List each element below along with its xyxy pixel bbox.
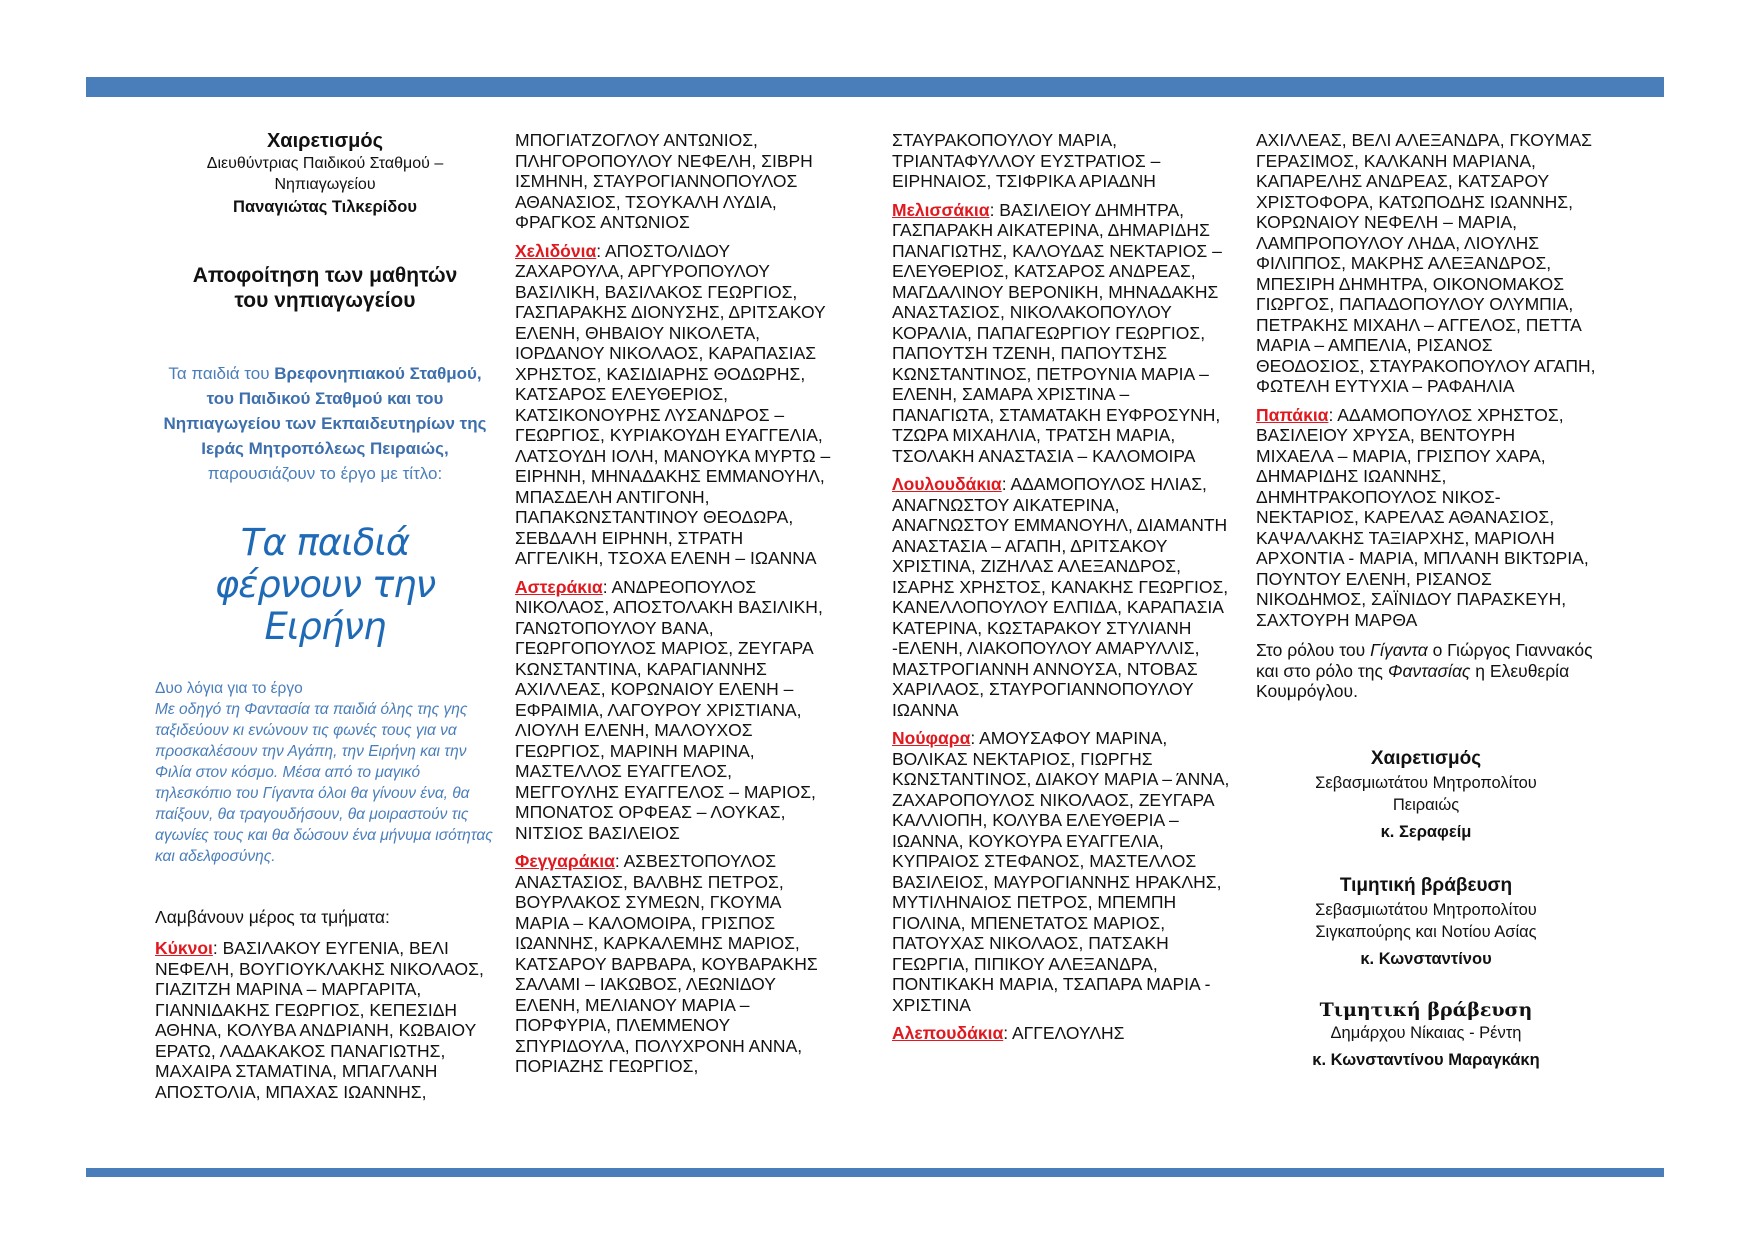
honorary-award-1 xyxy=(1256,873,1596,972)
greeting-title: Χαιρετισμός xyxy=(266,130,384,152)
group-name: Παπάκια xyxy=(1256,404,1329,425)
about-text: Με οδηγό τη Φαντασία τα παιδιά όλης της γης ταξιδεύουν κι ενώνουν τις φωνές τους για να προσκαλέσουν την Αγάπη, την Ειρήνη και την Φιλία στον κόσμο. Μέσα από το μαγικό τηλεσκόπιο του Γίγαντα όλοι θα γίνουν ένα, θα παίξουν, θα τραγουδήσουν, θα μοιραστούν τις αγωνίες τους και θα δώσουν ένα μήνυμα ισότητας και αδελφοσύνης. xyxy=(155,701,493,865)
group-alepoudakia xyxy=(892,1023,1232,1044)
roles-part: η Ελευθερία Κουμρόγλου. xyxy=(1256,660,1570,701)
graduation-title xyxy=(155,263,495,313)
graduation-title-line2: του νηπιαγωγείου xyxy=(234,289,416,312)
presentation-post: παρουσιάζουν το έργο με τίτλο: xyxy=(207,464,443,483)
column-2 xyxy=(515,130,835,1077)
group-name: Φεγγαράκια xyxy=(515,851,615,871)
greeting-role-line1: Διευθύντριας Παιδικού Σταθμού – xyxy=(206,155,444,172)
group-members: : ΑΠΟΣΤΟΛΙΔΟΥ ΖΑΧΑΡΟΥΛΑ, ΑΡΓΥΡΟΠΟΥΛΟΥ ΒΑΣΙΛΙΚΗ, ΒΑΣΙΛΑΚΟΣ ΓΕΩΡΓΙΟΣ, ΓΑΣΠΑΡΑΚΗΣ ΔΙΟΝΥΣΗΣ, ΔΡΙΤΣΑΚΟΥ ΕΛΕΝΗ, ΘΗΒΑΙΟΥ ΝΙΚΟΛΕΤΑ, ΙΟΡΔΑΝΟΥ ΝΙΚΟΛΑΟΣ, ΚΑΡΑΠΑΣΙΑΣ ΧΡΗΣΤΟΣ, ΚΑΣΙΔΙΑΡΗΣ ΘΟΔΩΡΗΣ, ΚΑΤΣΑΡΟΣ ΕΛΕΥΘΕΡΙΟΣ, ΚΑΤΣΙΚΟΝΟΥΡΗΣ ΛΥΣΑΝΔΡΟΣ – ΓΕΩΡΓΙΟΣ, ΚΥΡΙΑΚΟΥΔΗ ΕΥΑΓΓΕΛΙΑ, ΛΑΤΣΟΥΔΗ ΙΟΛΗ, ΜΑΝΟΥΚΑ ΜΥΡΤΩ – ΕΙΡΗΝΗ, ΜΗΝΑΔΑΚΗΣ ΕΜΜΑΝΟΥΗΛ, ΜΠΑΣΔΕΛΗ ΑΝΤΙΓΟΝΗ, ΠΑΠΑΚΩΝΣΤΑΝΤΙΝΟΥ ΘΕΟΔΩΡΑ, ΣΕΒΔΑΛΗ ΕΙΡΗΝΗ, ΣΤΡΑΤΗ ΑΓΓΕΛΙΚΗ, ΤΣΟΧΑ ΕΛΕΝΗ – ΙΩΑΝΝΑ xyxy=(515,240,831,568)
group-noufara xyxy=(892,728,1232,1015)
group-members: : ΑΜΟΥΣΑΦΟΥ ΜΑΡΙΝΑ, ΒΟΛΙΚΑΣ ΝΕΚΤΑΡΙΟΣ, ΓΙΩΡΓΗΣ ΚΩΝΣΤΑΝΤΙΝΟΣ, ΔΙΑΚΟΥ ΜΑΡΙΑ – ΆΝΝΑ, ΖΑΧΑΡΟΠΟΥΛΟΣ ΝΙΚΟΛΑΟΣ, ΖΕΥΓΑΡΑ ΚΑΛΛΙΟΠΗ, ΚΟΛΥΒΑ ΕΛΕΥΘΕΡΙΑ – ΙΩΑΝΝΑ, ΚΟΥΚΟΥΡΑ ΕΥΑΓΓΕΛΙΑ, ΚΥΠΡΑΙΟΣ ΣΤΕΦΑΝΟΣ, ΜΑΣΤΕΛΛΟΣ ΒΑΣΙΛΕΙΟΣ, ΜΑΥΡΟΓΙΑΝΝΗΣ ΗΡΑΚΛΗΣ, ΜΥΤΙΛΗΝΑΙΟΣ ΠΕΤΡΟΣ, ΜΠΕΜΠΗ ΓΙΟΛΙΝΑ, ΜΠΕΝΕΤΑΤΟΣ ΜΑΡΙΟΣ, ΠΑΤΟΥΧΑΣ ΝΙΚΟΛΑΟΣ, ΠΑΤΣΑΚΗ ΓΕΩΡΓΙΑ, ΠΙΠΙΚΟΥ ΑΛΕΞΑΝΔΡΑ, ΠΟΝΤΙΚΑΚΗ ΜΑΡΙΑ, ΤΣΑΠΑΡΑ ΜΑΡΙΑ - ΧΡΙΣΤΙΝΑ xyxy=(892,728,1230,1015)
play-title xyxy=(155,522,495,648)
metropolitan-greeting xyxy=(1256,746,1596,845)
play-title-line2: φέρνουν την Ειρήνη xyxy=(214,563,436,648)
award-name: κ. Κωνσταντίνου Μαραγκάκη xyxy=(1312,1050,1540,1069)
group-melissakia xyxy=(892,200,1232,467)
group-louloudakia xyxy=(892,474,1232,720)
award-name: κ. Κωνσταντίνου xyxy=(1360,949,1492,968)
role-fantasy: Φαντασίας xyxy=(1387,660,1471,681)
honorary-award-2 xyxy=(1256,998,1596,1073)
greeting-name: κ. Σεραφείμ xyxy=(1380,822,1472,841)
bottom-decorative-bar xyxy=(86,1168,1664,1177)
award-title: Τιμητική βράβευση xyxy=(1339,874,1513,896)
group-members: : ΒΑΣΙΛΕΙΟΥ ΔΗΜΗΤΡΑ, ΓΑΣΠΑΡΑΚΗ ΑΙΚΑΤΕΡΙΝΑ, ΔΗΜΑΡΙΔΗΣ ΠΑΝΑΓΙΩΤΗΣ, ΚΑΛΟΥΔΑΣ ΝΕΚΤΑΡΙΟΣ – ΕΛΕΥΘΕΡΙΟΣ, ΚΑΤΣΑΡΟΣ ΑΝΔΡΕΑΣ, ΜΑΓΔΑΛΙΝΟΥ ΒΕΡΟΝΙΚΗ, ΜΗΝΑΔΑΚΗΣ ΑΝΑΣΤΑΣΙΟΣ, ΝΙΚΟΛΑΚΟΠΟΥΛΟΥ ΚΟΡΑΛΙΑ, ΠΑΠΑΓΕΩΡΓΙΟΥ ΓΕΩΡΓΙΟΣ, ΠΑΠΟΥΤΣΗ ΤΖΕΝΗ, ΠΑΠΟΥΤΣΗΣ ΚΩΝΣΤΑΝΤΙΝΟΣ, ΠΕΤΡΟΥΝΙΑ ΜΑΡΙΑ – ΕΛΕΝΗ, ΣΑΜΑΡΑ ΧΡΙΣΤΙΝΑ – ΠΑΝΑΓΙΩΤΑ, ΣΤΑΜΑΤΑΚΗ ΕΥΦΡΟΣΥΝΗ, ΤΖΩΡΑ ΜΙΧΑΗΛΙΑ, ΤΡΑΤΣΗ ΜΑΡΙΑ, ΤΣΟΛΑΚΗ ΑΝΑΣΤΑΣΙΑ – ΚΑΛΟΜΟΙΡΑ xyxy=(892,199,1222,466)
group-members: : ΒΑΣΙΛΑΚΟΥ ΕΥΓΕΝΙΑ, ΒΕΛΙ ΝΕΦΕΛΗ, ΒΟΥΓΙΟΥΚΛΑΚΗΣ ΝΙΚΟΛΑΟΣ, ΓΙΑΖΙΤΖΗ ΜΑΡΙΝΑ – ΜΑΡΓΑΡΙΤΑ, ΓΙΑΝΝΙΔΑΚΗΣ ΓΕΩΡΓΙΟΣ, ΚΕΠΕΣΙΔΗ ΑΘΗΝΑ, ΚΟΛΥΒΑ ΑΝΔΡΙΑΝΗ, ΚΩΒΑΙΟΥ ΕΡΑΤΩ, ΛΑΔΑΚΑΚΟΣ ΠΑΝΑΓΙΩΤΗΣ, ΜΑΧΑΙΡΑ ΣΤΑΜΑΤΙΝΑ, ΜΠΑΓΛΑΝΗ ΑΠΟΣΤΟΛΙΑ, ΜΠΑΧΑΣ ΙΩΑΝΝΗΣ, xyxy=(155,938,484,1102)
greeting-line2: Πειραιώς xyxy=(1392,795,1460,814)
group-asterakia xyxy=(515,577,835,844)
award-title: Τιμητική βράβευση xyxy=(1319,998,1533,1021)
group-name: Αλεπουδάκια xyxy=(892,1023,1004,1043)
column-1 xyxy=(155,130,495,1102)
greeting-line1: Σεβασμιωτάτου Μητροπολίτου xyxy=(1315,773,1537,792)
award-line1: Δημάρχου Νίκαιας - Ρέντη xyxy=(1330,1023,1522,1042)
graduation-title-line1: Αποφοίτηση των μαθητών xyxy=(192,264,458,287)
group-fengarakia xyxy=(515,851,835,1077)
group-members: : ΑΔΑΜΟΠΟΥΛΟΣ ΗΛΙΑΣ, ΑΝΑΓΝΩΣΤΟΥ ΑΙΚΑΤΕΡΙΝΑ, ΑΝΑΓΝΩΣΤΟΥ ΕΜΜΑΝΟΥΗΛ, ΔΙΑΜΑΝΤΗ ΑΝΑΣΤΑΣΙΑ – ΑΓΑΠΗ, ΔΡΙΤΣΑΚΟΥ ΧΡΙΣΤΙΝΑ, ΖΙΖΗΛΑΣ ΑΛΕΞΑΝΔΡΟΣ, ΙΣΑΡΗΣ ΧΡΗΣΤΟΣ, ΚΑΝΑΚΗΣ ΓΕΩΡΓΙΟΣ, ΚΑΝΕΛΛΟΠΟΥΛΟΥ ΕΛΠΙΔΑ, ΚΑΡΑΠΑΣΙΑ ΚΑΤΕΡΙΝΑ, ΚΩΣΤΑΡΑΚΟΥ ΣΤΥΛΙΑΝΗ -ΕΛΕΝΗ, ΛΙΑΚΟΠΟΥΛΟΥ ΑΜΑΡΥΛΛΙΣ, ΜΑΣΤΡΟΓΙΑΝΝΗ ΑΝΝΟΥΣΑ, ΝΤΟΒΑΣ ΧΑΡΙΛΑΟΣ, ΣΤΑΥΡΟΓΙΑΝΝΟΠΟΥΛΟΥ ΙΩΑΝΝΑ xyxy=(892,474,1229,720)
award-line1: Σεβασμιωτάτου Μητροπολίτου xyxy=(1315,900,1537,919)
group-fengarakia-continued: ΣΤΑΥΡΑΚΟΠΟΥΛΟΥ ΜΑΡΙΑ, ΤΡΙΑΝΤΑΦΥΛΛΟΥ ΕΥΣΤΡΑΤΙΟΣ – ΕΙΡΗΝΑΙΟΣ, ΤΣΙΦΡΙΚΑ ΑΡΙΑΔΝΗ xyxy=(892,130,1161,191)
group-name: Χελιδόνια xyxy=(515,240,597,261)
group-members: : ΑΝΔΡΕΟΠΟΥΛΟΣ ΝΙΚΟΛΑΟΣ, ΑΠΟΣΤΟΛΑΚΗ ΒΑΣΙΛΙΚΗ, ΓΑΝΩΤΟΠΟΥΛΟΥ ΒΑΝΑ, ΓΕΩΡΓΟΠΟΥΛΟΣ ΜΑΡΙΟΣ, ΖΕΥΓΑΡΑ ΚΩΝΣΤΑΝΤΙΝΑ, ΚΑΡΑΓΙΑΝΝΗΣ ΑΧΙΛΛΕΑΣ, ΚΟΡΩΝΑΙΟΥ ΕΛΕΝΗ – ΕΦΡΑΙΜΙΑ, ΛΑΓΟΥΡΟΥ ΧΡΙΣΤΙΑΝΑ, ΛΙΟΥΛΗ ΕΛΕΝΗ, ΜΑΛΟΥΧΟΣ ΓΕΩΡΓΙΟΣ, ΜΑΡΙΝΗ ΜΑΡΙΝΑ, ΜΑΣΤΕΛΛΟΣ ΕΥΑΓΓΕΛΟΣ, ΜΕΓΓΟΥΛΗΣ ΕΥΑΓΓΕΛΟΣ – ΜΑΡΙΟΣ, ΜΠΟΝΑΤΟΣ ΟΡΦΕΑΣ – ΛΟΥΚΑΣ, ΝΙΤΣΙΟΣ ΒΑΣΙΛΕΙΟΣ xyxy=(515,576,823,843)
greeting-name: Παναγιώτας Τιλκερίδου xyxy=(233,198,417,216)
participants-label: Λαμβάνουν μέρος τα τμήματα: xyxy=(155,907,390,927)
group-alepoudakia-continued: ΑΧΙΛΛΕΑΣ, ΒΕΛΙ ΑΛΕΞΑΝΔΡΑ, ΓΚΟΥΜΑΣ ΓΕΡΑΣΙΜΟΣ, ΚΑΛΚΑΝΗ ΜΑΡΙΑΝΑ, ΚΑΠΑΡΕΛΗΣ ΑΝΔΡΕΑΣ, ΚΑΤΣΑΡΟΥ ΧΡΙΣΤΟΦΟΡΑ, ΚΑΤΩΠΟΔΗΣ ΙΩΑΝΝΗΣ, ΚΟΡΩΝΑΙΟΥ ΝΕΦΕΛΗ – ΜΑΡΙΑ, ΛΑΜΠΡΟΠΟΥΛΟΥ ΛΗΔΑ, ΛΙΟΥΛΗΣ ΦΙΛΙΠΠΟΣ, ΜΑΚΡΗΣ ΑΛΕΞΑΝΔΡΟΣ, ΜΠΕΣΙΡΗ ΔΗΜΗΤΡΑ, ΟΙΚΟΝΟΜΑΚΟΣ ΓΙΩΡΓΟΣ, ΠΑΠΑΔΟΠΟΥΛΟΥ ΟΛΥΜΠΙΑ, ΠΕΤΡΑΚΗΣ ΜΙΧΑΗΛ – ΑΓΓΕΛΟΣ, ΠΕΤΤΑ ΜΑΡΙΑ – ΑΜΠΕΛΙΑ, ΡΙΣΑΝΟΣ ΘΕΟΔΟΣΙΟΣ, ΣΤΑΥΡΑΚΟΠΟΥΛΟΥ ΑΓΑΠΗ, ΦΩΤΕΛΗ ΕΥΤΥΧΙΑ – ΡΑΦΑΗΛΙΑ xyxy=(1256,130,1596,396)
presentation-text xyxy=(155,361,495,486)
column-3 xyxy=(892,130,1232,1044)
group-members: : ΑΓΓΕΛΟΥΛΗΣ xyxy=(1003,1023,1125,1043)
group-name: Κύκνοι xyxy=(155,938,213,958)
group-name: Μελισσάκια xyxy=(892,199,990,220)
award-line2: Σιγκαπούρης και Νοτίου Ασίας xyxy=(1315,922,1537,941)
column-4 xyxy=(1256,130,1596,1073)
greeting-role-line2: Νηπιαγωγείου xyxy=(274,176,376,193)
play-title-line1: Τα παιδιά xyxy=(240,521,410,564)
group-members: : ΑΣΒΕΣΤΟΠΟΥΛΟΣ ΑΝΑΣΤΑΣΙΟΣ, ΒΑΛΒΗΣ ΠΕΤΡΟΣ, ΒΟΥΡΛΑΚΟΣ ΣΥΜΕΩΝ, ΓΚΟΥΜΑ ΜΑΡΙΑ – ΚΑΛΟΜΟΙΡΑ, ΓΡΙΣΠΟΣ ΙΩΑΝΝΗΣ, ΚΑΡΚΑΛΕΜΗΣ ΜΑΡΙΟΣ, ΚΑΤΣΑΡΟΥ ΒΑΡΒΑΡΑ, ΚΟΥΒΑΡΑΚΗΣ ΣΑΛΑΜΙ – ΙΑΚΩΒΟΣ, ΛΕΩΝΙΔΟΥ ΕΛΕΝΗ, ΜΕΛΙΑΝΟΥ ΜΑΡΙΑ – ΠΟΡΦΥΡΙΑ, ΠΛΕΜΜΕΝΟΥ ΣΠΥΡΙΔΟΥΛΑ, ΠΟΛΥΧΡΟΝΗ ΑΝΝΑ, ΠΟΡΙΑΖΗΣ ΓΕΩΡΓΙΟΣ, xyxy=(515,851,818,1076)
group-name: Λουλουδάκια xyxy=(892,474,1002,494)
group-name: Νούφαρα xyxy=(892,728,971,748)
group-members: : ΑΔΑΜΟΠΟΥΛΟΣ ΧΡΗΣΤΟΣ, ΒΑΣΙΛΕΙΟΥ ΧΡΥΣΑ, ΒΕΝΤΟΥΡΗ ΜΙΧΑΕΛΑ – ΜΑΡΙΑ, ΓΡΙΣΠΟΥ ΧΑΡΑ, ΔΗΜΑΡΙΔΗΣ ΙΩΑΝΝΗΣ, ΔΗΜΗΤΡΑΚΟΠΟΥΛΟΣ ΝΙΚΟΣ-ΝΕΚΤΑΡΙΟΣ, ΚΑΡΕΛΑΣ ΑΘΑΝΑΣΙΟΣ, ΚΑΨΑΛΑΚΗΣ ΤΑΞΙΑΡΧΗΣ, ΜΑΡΙΟΛΗ ΑΡΧΟΝΤΙΑ - ΜΑΡΙΑ, ΜΠΛΑΝΗ ΒΙΚΤΩΡΙΑ, ΠΟΥΝΤΟΥ ΕΛΕΝΗ, ΡΙΣΑΝΟΣ ΝΙΚΟΔΗΜΟΣ, ΣΑΪΝΙΔΟΥ ΠΑΡΑΣΚΕΥΗ, ΣΑΧΤΟΥΡΗ ΜΑΡΘΑ xyxy=(1256,404,1589,630)
roles-text xyxy=(1256,640,1596,702)
group-papakia xyxy=(1256,405,1596,631)
role-giant: Γίγαντα xyxy=(1370,640,1428,660)
top-decorative-bar xyxy=(86,77,1664,97)
about-heading: Δυο λόγια για το έργο xyxy=(155,680,303,697)
greeting-title: Χαιρετισμός xyxy=(1370,747,1482,769)
group-chelidonia xyxy=(515,241,835,569)
director-greeting xyxy=(155,130,495,219)
presentation-schools: Βρεφονηπιακού Σταθμού, του Παιδικού Σταθμού και του Νηπιαγωγείου των Εκπαιδευτηρίων της Ιεράς Μητροπόλεως Πειραιώς, xyxy=(163,364,487,458)
group-name: Αστεράκια xyxy=(515,576,603,597)
roles-part: Στο ρόλου του xyxy=(1256,640,1371,660)
roles-part: ο Γιώργος Γιαννακός και στο ρόλο της xyxy=(1256,640,1593,681)
about-play xyxy=(155,678,495,867)
group-kyknoi-continued: ΜΠΟΓΙΑΤΖΟΓΛΟΥ ΑΝΤΩΝΙΟΣ, ΠΛΗΓΟΡΟΠΟΥΛΟΥ ΝΕΦΕΛΗ, ΣΙΒΡΗ ΙΣΜΗΝΗ, ΣΤΑΥΡΟΓΙΑΝΝΟΠΟΥΛΟΣ ΑΘΑΝΑΣΙΟΣ, ΤΣΟΥΚΑΛΗ ΛΥΔΙΑ, ΦΡΑΓΚΟΣ ΑΝΤΩΝΙΟΣ xyxy=(515,130,813,232)
group-kyknoi xyxy=(155,938,495,1102)
presentation-pre: Τα παιδιά του xyxy=(168,364,275,383)
